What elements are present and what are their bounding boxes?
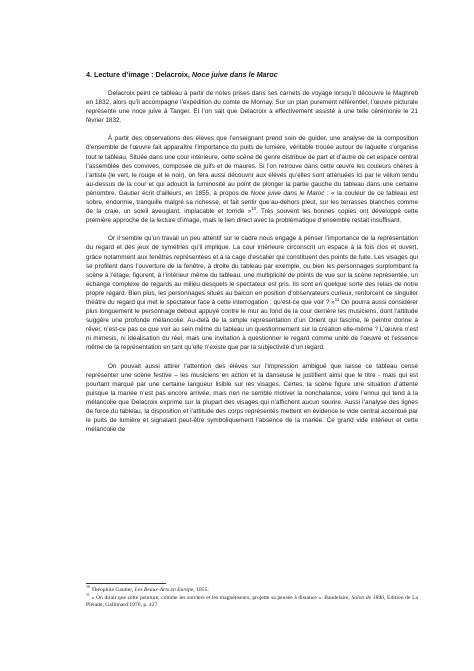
footnote-11-italic: Salon de 1846 — [351, 594, 384, 601]
footnote-10-text-b: , 1855. — [193, 587, 209, 593]
paragraph-2-text-b: : « la couleur de ce tableau est sobre, endormie, tranquille malgré sa richesse, et fait sentir que’au-dehors pleut, sur les terrasses blanches comme de la craie, un soleil aveuglant, implacable et torride » — [86, 189, 418, 216]
footnote-ref-10[interactable]: 10 — [251, 206, 257, 212]
footnote-10-text-a: Théophile Gautier, — [90, 587, 135, 593]
paragraph-2-text-a: À partir des observations des élèves que l’enseignant prend soin de guider, une analyse de la composition d’ensemble de l’œuvre fait apparaître l’importance du puits de lumière, véritable trouée autour de laquelle s’organise tout le tableau. Située dans une cour intérieure, cette scène de genre distribue de part et d’autre de cet espace central l’assemblée des convives, composée de juifs et de maures. Si l’on retrouve dans cette œuvre les couleurs chères à l’artiste (le vert, le rouge et le noir), on fera aussi découvrir aux élèves qu’elles sont atténuées ici par le vélum tendu au-dessus de la cour et qui adoucit la luminosité au point de plonger la partie gauche du tableau dans une certaine pénombre. Gautier écrit d’ailleurs, en 1855, à propos de — [86, 135, 418, 197]
document-body — [86, 70, 418, 443]
section-heading — [86, 70, 418, 79]
footnote-10-italic: Les Beaux-Arts en Europe — [134, 587, 194, 593]
paragraph-2 — [86, 134, 418, 225]
heading-prefix: 4. Lecture d’image : Delacroix, — [86, 70, 192, 79]
paragraph-3-text-a: Or il semble qu’un travail un peu attentif sur le cadre nous engage à penser l’importance de la représentation du regard et des jeux de symétries qu’il implique. La cour intérieure circonscrit un espace à la fois clos et ouvert, grâce notamment aux fenêtres représentées et à la cage d’escalier qui constituent des points de fuite. Les visages qui se profilent dans l’ouverture de la fenêtre, à droite du tableau par exemple, ou bien les personnages surplombant la scène à l’étage, figurent, à l’intérieur même du tableau, une multiplicité de points de vue sur la scène représentée, un échange complexe de regards au milieu desquels le spectateur est pris. Ils sont en quelque sorte des relais de notre propre regard. Bien plus, les personnages situés au balcon en position d’observateurs curieux, renforcent ce singulier théâtre du regard qui met le spectateur face à cette interrogation : qu’est-ce que voir ? » — [86, 235, 418, 306]
footnote-11 — [86, 591, 418, 610]
footnote-11-number: 11 — [86, 591, 90, 597]
paragraph-3-text-b: On pourra aussi considérer plus longuement le personnage debout appuyé contre le mur au fond de la cour derrière les musiciens, dont l’attitude suggère une profonde mélancolie. Au-delà de la simple représentation d’un Orient qui fascine, le peintre donne à rêver, n’est-ce pas ce que voir au sein même du tableau un questionnement sur la création elle-même ? L’œuvre n’est ni mimesis, ni idéalisation du réel, mais une invitation à questionner le regard comme unité de l’œuvre et l’essence même de la représentation en tant qu’elle n’existe que par la subjectivité d’un regard. — [86, 298, 418, 352]
paragraph-3 — [86, 234, 418, 352]
paragraph-1: Delacroix peint ce tableau à partir de notes prises dans ses carnets de voyage lorsqu’il découvre le Maghreb en 1832, alors qu’il accompagne l’expédition du comte de Mornay. Sur un plan purement référentiel, l’œuvre picturale représente une noce juive à Tanger. Et l’on sait que Delacroix a effectivement assisté à une telle cérémonie le 21 février 1832. — [86, 90, 418, 125]
paragraph-2-italic: Noce juive dans le Maroc — [250, 189, 325, 197]
footnotes — [86, 583, 418, 610]
heading-title: Noce juive dans le Maroc — [191, 70, 278, 79]
footnote-ref-11[interactable]: 11 — [334, 296, 340, 302]
paragraph-2-text-c: . Très souvent les bonnes copies ont développé cette première approche de la lecture d’image, mais le lien direct avec la problématique d’ensemble restait insuffisant. — [86, 208, 419, 225]
footnote-10-number: 10 — [86, 584, 90, 590]
footnote-11-text-b: , Edition de La Pléiade, Gallimard 1976, p. 427. — [86, 594, 418, 609]
footnote-10 — [86, 584, 418, 595]
footnote-11-text-a: « On dirait que cette peinture, comme les sorciers et les magnétiseurs, projette sa pensée à distance ». Baudelaire, — [89, 594, 352, 601]
footnote-divider — [86, 583, 166, 584]
paragraph-4: On pouvait aussi attirer l’attention des élèves sur l’impression ambiguë que laisse ce tableau censé représenter une scène festive – les musiciens en action et la danseuse le justifient ainsi que le titre - mais qui est pourtant marqué par une certaine langueur lisible sur les visages. Certes, la scène figure une situation d’attente puisque la mariée n’est pas encore arrivée, mais rien ne semble motiver la nonchalance, voire l’ennui qui tend à la mélancolie que Delacroix exprime sur la plupart des visages qui n’affichent aucun sourire. Aussi l’analyse des lignes de force du tableau, la disposition et l’attitude des corps représentés mettent en évidence le vide central accentué par le puits de lumière et signalant peut-être symboliquement l’absence de la mariée. Ce grand vide intérieur et cette mélancolie de — [86, 362, 418, 434]
